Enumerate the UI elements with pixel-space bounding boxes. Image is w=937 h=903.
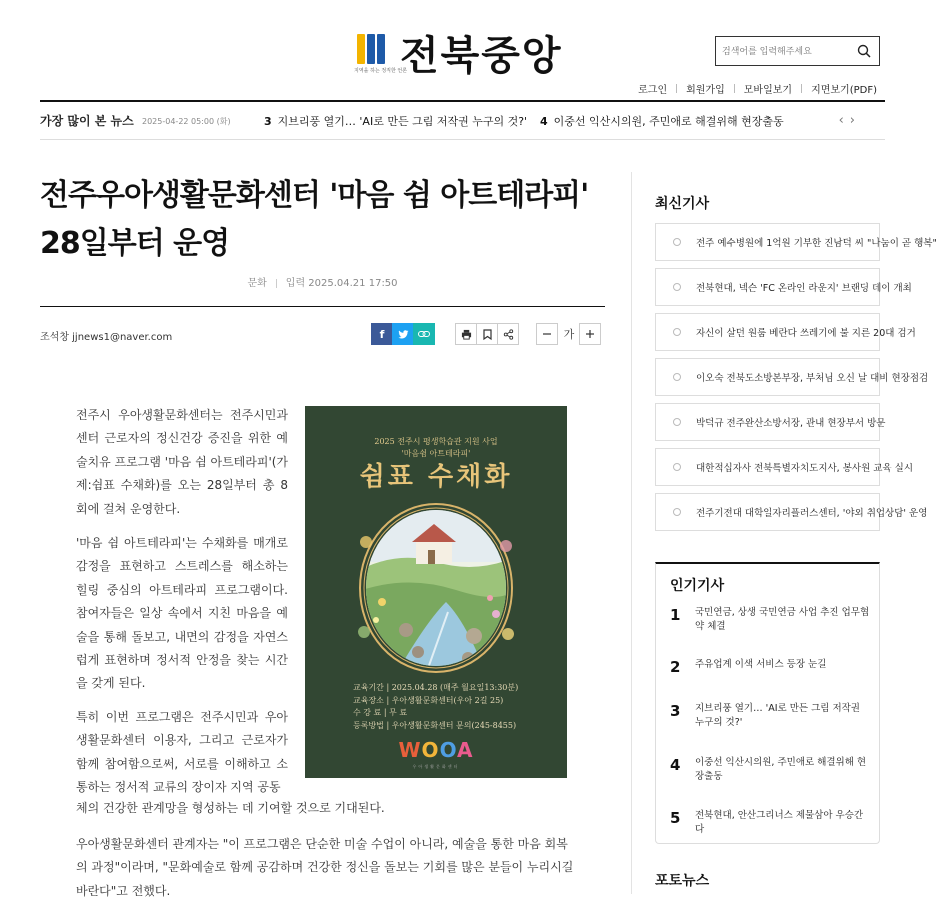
latest-news-item[interactable] xyxy=(655,313,916,351)
poster-subtitle-line: '마음쉼 아트테라피' xyxy=(401,449,471,458)
ticker-item-rank: 4 xyxy=(540,115,548,128)
bullet-icon xyxy=(673,418,681,426)
minus-icon xyxy=(542,329,552,339)
logo-mark-icon xyxy=(354,30,408,74)
logo-text: 전북중앙 xyxy=(400,32,563,79)
share-icon xyxy=(503,329,514,340)
share-button[interactable] xyxy=(497,323,519,345)
divider xyxy=(801,84,802,93)
logo-letter: A xyxy=(457,738,474,762)
ticker-time: 2025-04-22 05:00 (화) xyxy=(142,117,231,126)
ticker-item[interactable] xyxy=(264,113,527,129)
article-paragraph: '마음 쉼 아트테라피'는 수채화를 매개로 감정을 표현하고 스트레스를 해소하는 힐링 중심의 아트테라피 프로그램이다. 참여자들은 일상 속에서 지친 마음을 예술을 통해 돌보고, 내면의 감정을 자연스럽게 표현하며 정서적 안정을 찾는 시간을 갖게 된다. xyxy=(76,536,288,691)
bookmark-button[interactable] xyxy=(476,323,498,345)
latest-news-title-text: 박덕규 전주완산소방서장, 관내 현장부서 방문 xyxy=(696,418,886,429)
latest-news-item[interactable] xyxy=(655,268,912,306)
latest-news-item[interactable] xyxy=(655,493,928,531)
pdf-view-link[interactable]: 지면보기(PDF) xyxy=(811,85,877,96)
popular-news-text: 이중선 익산시의원, 주민애로 해결위해 현장출동 xyxy=(695,757,867,782)
popular-news-text: 전북현대, 안산그리너스 제물삼아 우승간다 xyxy=(695,810,864,835)
bullet-icon xyxy=(673,373,681,381)
bullet-icon xyxy=(673,328,681,336)
bullet-icon xyxy=(673,508,681,516)
most-viewed-ticker xyxy=(40,100,885,140)
popular-news-title: 인기기사 xyxy=(670,578,725,594)
link-copy-button[interactable] xyxy=(413,323,435,345)
site-header xyxy=(0,0,885,100)
poster-info-line: 수 강 료 | 무 료 xyxy=(353,708,408,717)
article-paragraph: 우아생활문화센터 관계자는 "이 프로그램은 단순한 미술 수업이 아니라, 예술을 통한 마음 회복의 과정"이라며, "문화예술로 함께 공감하며 건강한 정신을 돌보는 기회를 많은 분들이 누리시길 바란다"고 전했다. xyxy=(76,837,574,898)
logo-letter: O xyxy=(439,738,458,762)
ticker-item-rank: 3 xyxy=(264,115,272,128)
popular-rank: 5 xyxy=(670,809,681,827)
ticker-next-icon[interactable]: › xyxy=(849,113,861,128)
twitter-share-button[interactable] xyxy=(392,323,414,345)
search-input[interactable] xyxy=(722,43,852,61)
search-icon[interactable] xyxy=(857,44,871,58)
article-date: 입력 2025.04.21 17:50 xyxy=(285,278,398,289)
bullet-icon xyxy=(673,283,681,291)
twitter-icon xyxy=(398,329,409,340)
latest-news-item[interactable] xyxy=(655,223,937,261)
ticker-item-title: 지브리풍 열기… 'AI로 만든 그림 저작권 누구의 것?' xyxy=(277,115,528,128)
latest-news-title-text: 전북현대, 넥슨 'FC 온라인 라운지' 브랜딩 데이 개최 xyxy=(696,283,912,294)
popular-news-text: 국민연금, 상생 국민연금 사업 추진 업무협약 체결 xyxy=(695,607,870,632)
logo-letter: O xyxy=(421,738,440,762)
popular-rank: 3 xyxy=(670,702,681,720)
poster-subtitle-line: 2025 전주시 평생학습관 지원 사업 xyxy=(374,437,498,446)
popular-news-item[interactable] xyxy=(670,658,870,676)
article-paragraph: 전주시 우아생활문화센터는 전주시민과 센터 근로자의 정신건강 증진을 위한 예술치유 프로그램 '마음 쉼 아트테라피'(가제:쉼표 수채화)를 오는 28일부터 총 8회에 걸쳐 운영한다. xyxy=(76,408,289,516)
woaa-logo xyxy=(305,738,567,762)
poster-watercolor-illustration xyxy=(356,502,516,674)
article-meta xyxy=(0,274,645,289)
popular-news-text: 주유업계 이색 서비스 등장 눈길 xyxy=(695,659,827,670)
article-title: 전주우아생활문화센터 '마음 쉼 아트테라피' 28일부터 운영 xyxy=(40,178,589,261)
link-icon xyxy=(418,330,430,338)
poster-info-line: 교육장소 | 우아생활문화센터(우아 2길 25) xyxy=(353,695,504,705)
popular-news-item[interactable] xyxy=(670,809,870,837)
signup-link[interactable]: 회원가입 xyxy=(686,85,725,96)
ticker-item[interactable] xyxy=(540,113,784,129)
poster-info-line: 등록방법 | 우아생활문화센터 문의(245-8455) xyxy=(353,720,517,730)
popular-rank: 4 xyxy=(670,756,681,774)
font-size-tools xyxy=(537,323,601,345)
woaa-logo-caption: 우아생활문화센터 xyxy=(412,764,460,769)
popular-news-item[interactable] xyxy=(670,702,870,730)
latest-news-item[interactable] xyxy=(655,403,886,441)
article-section[interactable]: 문화 xyxy=(247,278,267,289)
font-increase-button[interactable] xyxy=(579,323,601,345)
latest-news-title-text: 자신이 살던 원룸 베란다 쓰레기에 불 지른 20대 검거 xyxy=(696,328,916,339)
popular-news-box xyxy=(655,562,880,844)
share-tools xyxy=(372,323,435,345)
divider xyxy=(734,84,735,93)
article-paragraph-tail: 체의 건강한 관계망을 형성하는 데 기여할 것으로 기대된다. xyxy=(76,801,385,815)
article-author: 조석창 jjnews1@naver.com xyxy=(40,332,173,343)
divider xyxy=(276,279,277,288)
search-box xyxy=(715,36,880,66)
title-rule xyxy=(40,306,605,307)
poster-info-line: 교육기간 | 2025.04.28 (매주 월요일13:30분) xyxy=(353,683,519,692)
article-paragraph-head: 특히 이번 프로그램은 전주시민과 우아생활문화센터 이용자, 그리고 근로자가 함께 참여함으로써, 서로를 이해하고 소통하는 정서적 교류의 장이자 지역 공동 xyxy=(76,710,288,795)
facebook-share-button[interactable]: f xyxy=(371,323,393,345)
divider xyxy=(676,84,677,93)
ticker-item-title: 이중선 익산시의원, 주민애로 해결위해 현장출동 xyxy=(553,115,784,128)
popular-news-item[interactable] xyxy=(670,606,870,634)
util-nav xyxy=(638,81,877,96)
logo-tagline: 지역을 하는 정직한 언론 xyxy=(354,68,408,74)
latest-news-title: 최신기사 xyxy=(655,196,710,212)
latest-news-item[interactable] xyxy=(655,448,913,486)
bookmark-icon xyxy=(483,329,492,340)
bullet-icon xyxy=(673,238,681,246)
popular-rank: 1 xyxy=(670,606,681,624)
latest-news-title-text: 대한적십자사 전북특별자치도지사, 봉사원 교육 실시 xyxy=(696,463,913,474)
print-button[interactable] xyxy=(455,323,477,345)
photo-news-title: 포토뉴스 xyxy=(655,873,710,889)
article-tools xyxy=(456,323,519,345)
popular-news-item[interactable] xyxy=(670,756,870,784)
latest-news-title-text: 전주기전대 대학일자리플러스센터, '야외 취업상담' 운영 xyxy=(696,508,928,519)
login-link[interactable]: 로그인 xyxy=(638,85,668,96)
ticker-label: 가장 많이 본 뉴스 xyxy=(40,114,134,128)
ticker-prev-icon[interactable]: ‹ xyxy=(838,113,850,128)
popular-news-text: 지브리풍 열기… 'AI로 만든 그림 저작권 누구의 것?' xyxy=(695,703,860,728)
article-poster-image xyxy=(305,406,567,778)
poster-info xyxy=(353,682,518,732)
latest-news-title-text: 이오숙 전북도소방본부장, 부처님 오신 날 대비 현장점검 xyxy=(696,373,929,384)
font-size-label: 가 xyxy=(563,328,575,341)
logo-letter: W xyxy=(398,738,422,762)
print-icon xyxy=(461,329,472,340)
popular-rank: 2 xyxy=(670,658,681,676)
site-logo[interactable] xyxy=(354,28,563,79)
plus-icon xyxy=(585,329,595,339)
font-decrease-button[interactable] xyxy=(536,323,558,345)
mobile-view-link[interactable]: 모바일보기 xyxy=(743,85,793,96)
latest-news-item[interactable] xyxy=(655,358,929,396)
poster-title: 쉼표 수채화 xyxy=(359,462,513,492)
latest-news-title-text: 전주 예수병원에 1억원 기부한 진남덕 씨 "나눔이 곧 행복" xyxy=(696,238,937,249)
ticker-arrows xyxy=(839,113,861,128)
bullet-icon xyxy=(673,463,681,471)
